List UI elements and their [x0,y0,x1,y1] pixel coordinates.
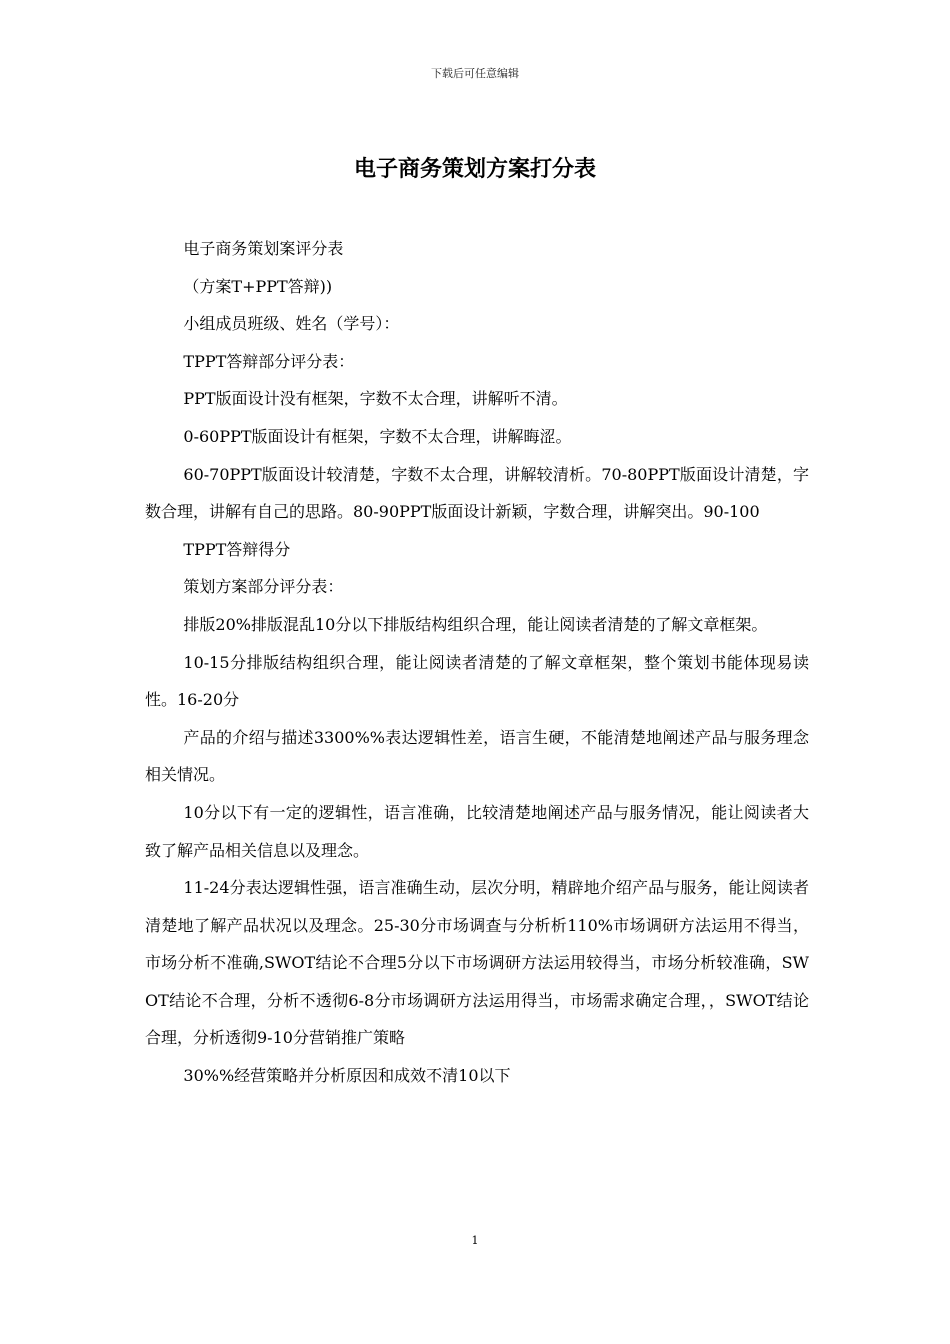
header-note: 下载后可任意编辑 [431,67,519,80]
paragraph: 电子商务策划案评分表 [183,239,344,258]
paragraph: PPT版面设计没有框架，字数不太合理，讲解听不清。 [183,389,568,409]
document-title: 电子商务策划方案打分表 [353,156,596,182]
document-body [145,230,809,1095]
paragraph: 60-70PPT版面设计较清楚，字数不太合理，讲解较清析。70-80PPT版面设计清楚，字数合理，讲解有自己的思路。80-90PPT版面设计新颖，字数合理，讲解突出。90-100 [145,464,809,522]
paragraph: （方案T+PPT答辩)) [183,276,333,296]
paragraph: 10-15分排版结构组织合理，能让阅读者清楚的了解文章框架，整个策划书能体现易读性。16-20分 [145,652,809,710]
paragraph: TPPT答辩部分评分表： [183,351,355,371]
paragraph: 30%%经营策略并分析原因和成效不清10以下 [183,1066,511,1086]
paragraph: 10分以下有一定的逻辑性，语言准确，比较清楚地阐述产品与服务情况，能让阅读者大致了解产品相关信息以及理念。 [145,802,809,860]
page-number: 1 [471,1234,479,1247]
paragraph: 11-24分表达逻辑性强，语言准确生动，层次分明，精辟地介绍产品与服务，能让阅读者清楚地了解产品状况以及理念。25-30分市场调查与分析析110%市场调研方法运用不得当，市场分析不准确,SWOT结论不合理5分以下市场调研方法运用较得当，市场分析较准确，SWOT结论不合理，分析不透彻6-8分市场调研方法运用得当，市场需求确定合理，，SWOT结论合理，分析透彻9-10分营销推广策略 [145,878,809,1048]
paragraph: 产品的介绍与描述3300%%表达逻辑性差，语言生硬，不能清楚地阐述产品与服务理念相关情况。 [145,727,809,785]
paragraph: 策划方案部分评分表： [183,577,344,597]
paragraph: 小组成员班级、姓名（学号）： [183,314,400,334]
paragraph: TPPT答辩得分 [183,539,291,559]
paragraph: 排版20%排版混乱10分以下排版结构组织合理，能让阅读者清楚的了解文章框架。 [183,614,768,634]
paragraph: 0-60PPT版面设计有框架，字数不太合理，讲解晦涩。 [183,426,572,446]
